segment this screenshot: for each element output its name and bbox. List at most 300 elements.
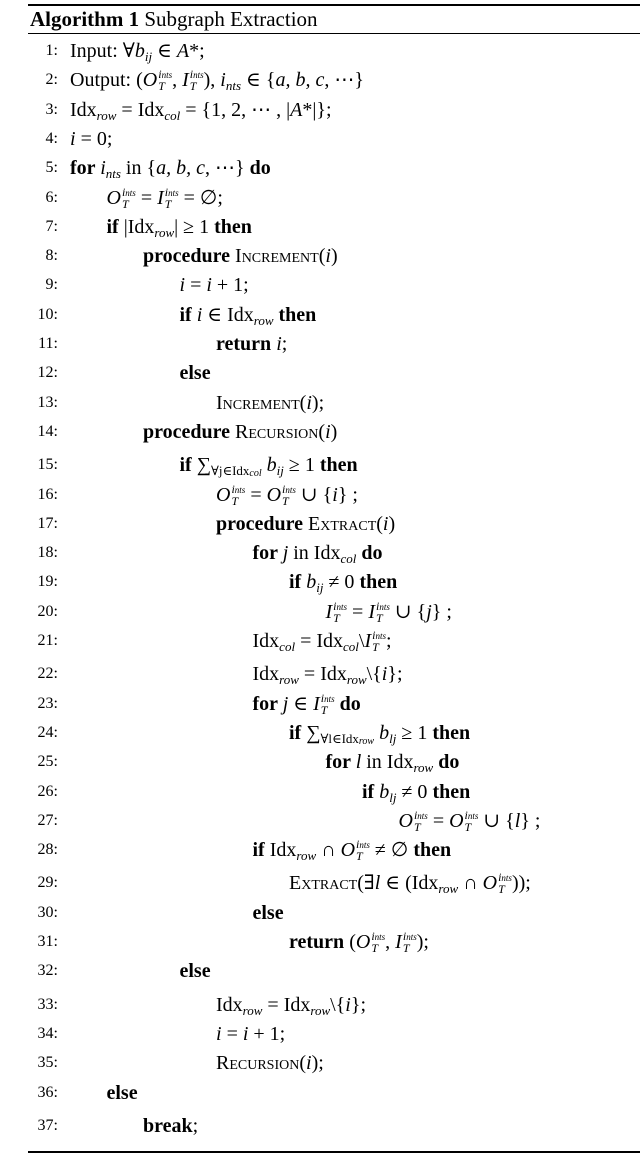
algorithm-line — [0, 807, 640, 835]
text: Idx — [269, 839, 297, 862]
math-symbol — [182, 66, 204, 94]
superscript-base: i — [375, 598, 380, 613]
symbol-base: O — [142, 69, 158, 92]
text: + 1; — [248, 1022, 286, 1045]
math-var: i — [325, 420, 331, 443]
script-stack — [320, 690, 335, 717]
keyword: then — [319, 454, 358, 477]
algorithm-line — [0, 481, 640, 509]
superscript-subscript: nts — [467, 810, 479, 821]
superscript-base: i — [231, 481, 235, 496]
algorithm-line — [0, 1049, 640, 1077]
superscript-subscript: nts — [125, 187, 136, 198]
text: ) — [330, 245, 338, 268]
superscript-subscript: nts — [406, 932, 417, 942]
superscript-subscript: nts — [501, 873, 512, 884]
text: , ⋯} — [204, 157, 250, 180]
text: ∩ — [316, 839, 341, 862]
text: } ; — [520, 809, 541, 832]
math-var: b — [306, 571, 317, 594]
line-code — [253, 690, 361, 718]
line-number: 37: — [37, 1116, 58, 1134]
keyword: then — [273, 303, 317, 326]
script-stack — [189, 67, 204, 94]
math-var: A — [290, 98, 303, 121]
subscript: col — [164, 107, 181, 123]
symbol-base: O — [398, 809, 413, 832]
procedure-name: Increment — [235, 245, 319, 268]
algorithm-line — [0, 213, 640, 241]
algorithm-line — [0, 330, 640, 358]
math-var: i — [276, 333, 282, 355]
line-code — [326, 598, 452, 626]
subscript: row — [242, 1002, 263, 1018]
bottom-rule — [28, 1151, 640, 1153]
subscript: T — [320, 702, 328, 717]
line-code — [216, 991, 366, 1019]
algorithm-line — [0, 957, 640, 985]
subscript: T — [372, 640, 379, 654]
text: , — [172, 69, 183, 92]
line-number: 15: — [37, 456, 58, 474]
script-stack — [356, 837, 370, 864]
line-code — [253, 660, 403, 688]
superscript-subscript: nts — [234, 484, 246, 495]
keyword: procedure — [143, 245, 236, 268]
subscript: lj — [389, 789, 397, 805]
line-number: 12: — [37, 364, 58, 382]
subscript: ij — [144, 49, 153, 64]
algorithm-line — [0, 539, 640, 567]
line-number: 11: — [38, 335, 58, 352]
symbol-base: O — [482, 872, 498, 895]
algorithm-line — [0, 748, 640, 776]
math-var: i — [325, 245, 331, 268]
text: ); — [311, 391, 325, 414]
line-code — [216, 510, 395, 538]
text: \ — [358, 630, 365, 652]
line-code — [107, 213, 252, 241]
script-stack — [333, 598, 348, 625]
line-code — [143, 1112, 198, 1140]
subscript: row — [253, 312, 274, 328]
subscript: T — [375, 610, 383, 625]
symbol-base: I — [364, 630, 372, 652]
superscript-subscript: nts — [336, 601, 348, 612]
script-stack — [231, 481, 246, 508]
math-var: i — [345, 993, 351, 1016]
sub-subscript: row — [358, 735, 375, 747]
math-var: i — [100, 157, 106, 180]
text: ( — [299, 391, 307, 414]
text: = — [245, 483, 267, 506]
text: ∈ (Idx — [380, 872, 439, 895]
superscript-base: i — [282, 481, 286, 496]
keyword: if — [289, 721, 307, 744]
math-var: b — [379, 780, 390, 803]
line-number: 6: — [45, 188, 58, 206]
math-var: i — [332, 483, 338, 506]
keyword: return — [216, 333, 277, 355]
superscript-base: i — [164, 184, 169, 199]
text: ≥ 1 — [396, 721, 433, 744]
math-var: i — [179, 274, 186, 297]
line-code — [216, 1020, 285, 1048]
subscript: T — [282, 493, 289, 508]
keyword: if — [362, 780, 380, 803]
math-var: l — [514, 809, 521, 832]
subscript: nts — [105, 166, 121, 182]
text: = Idx — [116, 98, 165, 121]
symbol-base: I — [157, 186, 164, 209]
text: }; — [350, 993, 366, 1016]
superscript-subscript: nts — [375, 631, 386, 641]
line-code — [180, 359, 211, 387]
script-stack — [372, 630, 386, 652]
subscript: lj — [389, 730, 397, 746]
math-var: a, b, c — [275, 69, 325, 92]
line-code — [70, 96, 332, 124]
subscript: T — [413, 819, 421, 834]
caption-rule — [28, 33, 640, 34]
line-number: 17: — [37, 514, 58, 532]
text: = {1, 2, ⋯ , | — [180, 98, 291, 121]
math-var: b — [266, 454, 277, 477]
line-number: 5: — [45, 159, 58, 177]
sub-subscript: col — [249, 468, 262, 480]
algorithm-name: Subgraph Extraction — [144, 7, 318, 31]
text: } ; — [431, 600, 452, 623]
subscript: col — [340, 551, 357, 567]
line-number: 34: — [37, 1024, 58, 1042]
line-number: 22: — [37, 665, 58, 683]
subscript: T — [189, 79, 197, 94]
algorithm-line — [0, 389, 640, 417]
math-var: j — [282, 542, 289, 565]
text: ≥ 1 — [283, 454, 320, 477]
algorithm-line — [0, 184, 640, 212]
text: , ⋯} — [324, 69, 364, 92]
superscript-base: i — [320, 690, 325, 705]
symbol-base: I — [368, 600, 375, 623]
text: in Idx — [361, 751, 414, 774]
math-var: A — [176, 40, 190, 62]
text: \{ — [330, 993, 346, 1016]
line-number: 20: — [37, 602, 58, 620]
text: ∑ — [306, 721, 321, 744]
subscript: row — [413, 760, 434, 776]
text: ) — [330, 420, 338, 443]
math-var: l — [355, 751, 362, 774]
line-code — [70, 125, 112, 153]
algorithm-line — [0, 66, 640, 94]
superscript-base: i — [402, 929, 407, 943]
line-number: 18: — [37, 544, 58, 562]
line-code — [180, 957, 211, 985]
superscript-subscript: nts — [324, 693, 335, 704]
keyword: then — [413, 839, 452, 862]
subscript: col — [279, 639, 296, 654]
subscript: row — [346, 672, 367, 688]
superscript-subscript: nts — [379, 601, 390, 612]
line-code — [216, 481, 358, 509]
algorithm-line — [0, 1079, 640, 1107]
symbol-base: I — [395, 931, 402, 953]
line-number: 26: — [37, 782, 58, 800]
math-symbol — [368, 598, 390, 626]
keyword: procedure — [216, 512, 309, 535]
text: |Idx — [123, 215, 155, 238]
script-stack — [403, 931, 417, 953]
text: ∪ { — [389, 600, 427, 623]
line-number: 7: — [45, 217, 58, 235]
text: } ; — [337, 483, 358, 506]
text: ); — [311, 1052, 324, 1075]
superscript-subscript: nts — [168, 187, 179, 198]
line-number: 3: — [45, 100, 58, 118]
sum-subscript: ∀j∈Idx — [210, 463, 250, 479]
subscript: T — [464, 819, 472, 834]
keyword: do — [334, 692, 361, 715]
subscript: T — [158, 79, 165, 94]
superscript-subscript: nts — [161, 70, 173, 81]
algorithm-line — [0, 660, 640, 688]
line-number: 2: — [45, 71, 58, 89]
superscript-base: i — [189, 67, 194, 82]
algorithm-caption — [30, 7, 318, 31]
superscript-base: i — [121, 184, 126, 199]
algorithm-line — [0, 125, 640, 153]
superscript-base: i — [464, 807, 468, 822]
symbol-base: I — [182, 69, 189, 92]
superscript-subscript: nts — [374, 932, 386, 942]
script-stack — [413, 807, 428, 834]
math-symbol — [107, 184, 136, 212]
subscript: row — [279, 672, 299, 688]
line-number: 29: — [37, 874, 58, 892]
top-rule — [28, 4, 640, 6]
subscript: ij — [316, 580, 324, 596]
line-code — [70, 154, 271, 182]
line-code — [180, 271, 249, 299]
text: = Idx — [262, 993, 311, 1016]
line-number: 36: — [37, 1083, 58, 1101]
line-number: 1: — [45, 42, 58, 59]
line-number: 13: — [37, 393, 58, 411]
line-number: 31: — [37, 933, 58, 950]
superscript-base: i — [333, 598, 337, 613]
text: ( — [376, 512, 383, 535]
line-code — [70, 66, 364, 94]
line-code — [253, 539, 383, 567]
keyword: then — [432, 721, 471, 744]
text: ); — [416, 931, 429, 953]
algorithm-line — [0, 719, 640, 747]
keyword: if — [289, 571, 307, 594]
keyword: then — [432, 780, 471, 803]
symbol-base: O — [216, 483, 231, 506]
keyword: do — [356, 542, 383, 565]
procedure-name: Increment — [216, 391, 300, 414]
text: Idx — [252, 630, 280, 652]
text: ∪ { — [478, 809, 515, 832]
text: , — [385, 931, 396, 953]
procedure-name: Recursion — [235, 420, 319, 443]
line-number: 19: — [37, 573, 58, 591]
math-var: i — [216, 1022, 222, 1045]
algorithm-line — [0, 510, 640, 538]
text: ; — [192, 1114, 199, 1137]
line-number: 28: — [37, 841, 58, 859]
text: Idx — [216, 993, 243, 1016]
line-code — [143, 242, 338, 270]
script-stack — [375, 598, 390, 625]
script-stack — [282, 481, 296, 508]
text: + 1; — [211, 274, 249, 297]
script-stack — [164, 184, 179, 211]
text: ∈ — [152, 40, 177, 62]
math-symbol — [483, 869, 512, 897]
symbol-base: O — [266, 483, 282, 506]
line-code — [289, 568, 397, 596]
text: ( — [299, 1052, 307, 1075]
keyword: for — [325, 751, 356, 774]
algorithm-line — [0, 991, 640, 1019]
line-number: 4: — [45, 129, 58, 147]
procedure-name: Recursion — [216, 1052, 300, 1075]
math-var: i — [306, 1052, 312, 1075]
text: Idx — [252, 663, 280, 686]
symbol-base: I — [325, 600, 333, 623]
keyword: break — [143, 1114, 193, 1137]
math-var: i — [382, 512, 389, 535]
keyword: then — [359, 571, 398, 594]
math-symbol — [326, 598, 348, 626]
procedure-name: Extract — [308, 512, 377, 535]
line-code — [216, 330, 287, 358]
line-code — [180, 301, 317, 329]
text: ( — [318, 420, 326, 443]
keyword: else — [179, 362, 211, 385]
line-number: 14: — [37, 422, 58, 440]
keyword: if — [179, 454, 197, 477]
text: = — [427, 809, 450, 832]
math-var: i — [381, 663, 388, 686]
subscript: row — [438, 881, 459, 897]
subscript: row — [96, 107, 117, 123]
subscript: row — [154, 224, 175, 240]
line-code — [253, 899, 284, 927]
symbol-base: O — [340, 839, 356, 862]
line-number: 30: — [37, 903, 58, 921]
subscript: col — [343, 639, 359, 654]
text: = 0; — [75, 127, 113, 150]
math-symbol — [267, 481, 296, 509]
line-number: 24: — [37, 723, 58, 741]
math-symbol — [216, 481, 245, 509]
keyword: for — [252, 542, 283, 565]
line-code — [107, 184, 223, 212]
line-number: 33: — [37, 995, 58, 1013]
keyword: then — [214, 215, 252, 238]
subscript: ij — [276, 463, 284, 479]
superscript-subscript: nts — [285, 484, 296, 495]
text: ), — [203, 69, 221, 92]
text: = — [135, 186, 158, 209]
algorithm-line — [0, 154, 640, 182]
script-stack — [121, 184, 136, 211]
line-code — [216, 389, 324, 417]
text: *|}; — [302, 98, 332, 121]
algorithm-line — [0, 451, 640, 479]
keyword: else — [252, 901, 284, 924]
math-var: j — [426, 600, 432, 623]
line-number: 35: — [37, 1054, 58, 1072]
text: ; — [386, 630, 392, 652]
text: )); — [511, 872, 531, 895]
subscript: T — [356, 849, 363, 864]
math-symbol — [399, 807, 428, 835]
text: (∃ — [357, 872, 375, 895]
line-code — [399, 807, 541, 835]
text: | ≥ 1 — [174, 215, 215, 238]
text: ∪ { — [295, 483, 333, 506]
math-symbol — [449, 807, 478, 835]
line-number: 10: — [37, 305, 58, 323]
subscript: T — [371, 941, 378, 955]
line-code — [143, 418, 337, 446]
keyword: if — [252, 839, 270, 862]
math-symbol — [341, 836, 370, 864]
text: = Idx — [295, 630, 344, 652]
math-var: ∀b — [122, 40, 145, 62]
text: ; — [281, 333, 288, 355]
subscript: nts — [225, 78, 242, 94]
line-number: 27: — [37, 811, 58, 829]
text: = Idx — [298, 663, 347, 686]
math-var: b — [379, 721, 390, 744]
line-code — [253, 836, 452, 864]
text: = — [185, 274, 207, 297]
text: ∈ { — [241, 69, 276, 92]
subscript: T — [164, 196, 172, 211]
line-number: 21: — [37, 632, 58, 649]
subscript: T — [498, 882, 505, 897]
math-symbol — [356, 928, 385, 956]
math-var: i — [196, 303, 203, 326]
math-symbol — [364, 627, 386, 655]
sum-subscript: ∀l∈Idx — [320, 730, 359, 746]
keyword: if — [106, 215, 124, 238]
text: = — [347, 600, 369, 623]
superscript-base: i — [371, 929, 375, 943]
keyword: do — [249, 157, 271, 180]
algorithm-line — [0, 1020, 640, 1048]
superscript-subscript: nts — [417, 810, 428, 821]
subscript: T — [231, 493, 239, 508]
procedure-name: Extract — [289, 872, 358, 895]
line-code — [289, 928, 429, 956]
algorithm-line — [0, 869, 640, 897]
script-stack — [371, 931, 385, 953]
algorithm-line — [0, 836, 640, 864]
line-code — [107, 1079, 138, 1107]
keyword: procedure — [143, 420, 236, 443]
text: ) — [388, 512, 396, 535]
subscript: T — [333, 610, 340, 625]
text: *; — [189, 40, 205, 62]
text: ∈ Idx — [202, 303, 254, 326]
